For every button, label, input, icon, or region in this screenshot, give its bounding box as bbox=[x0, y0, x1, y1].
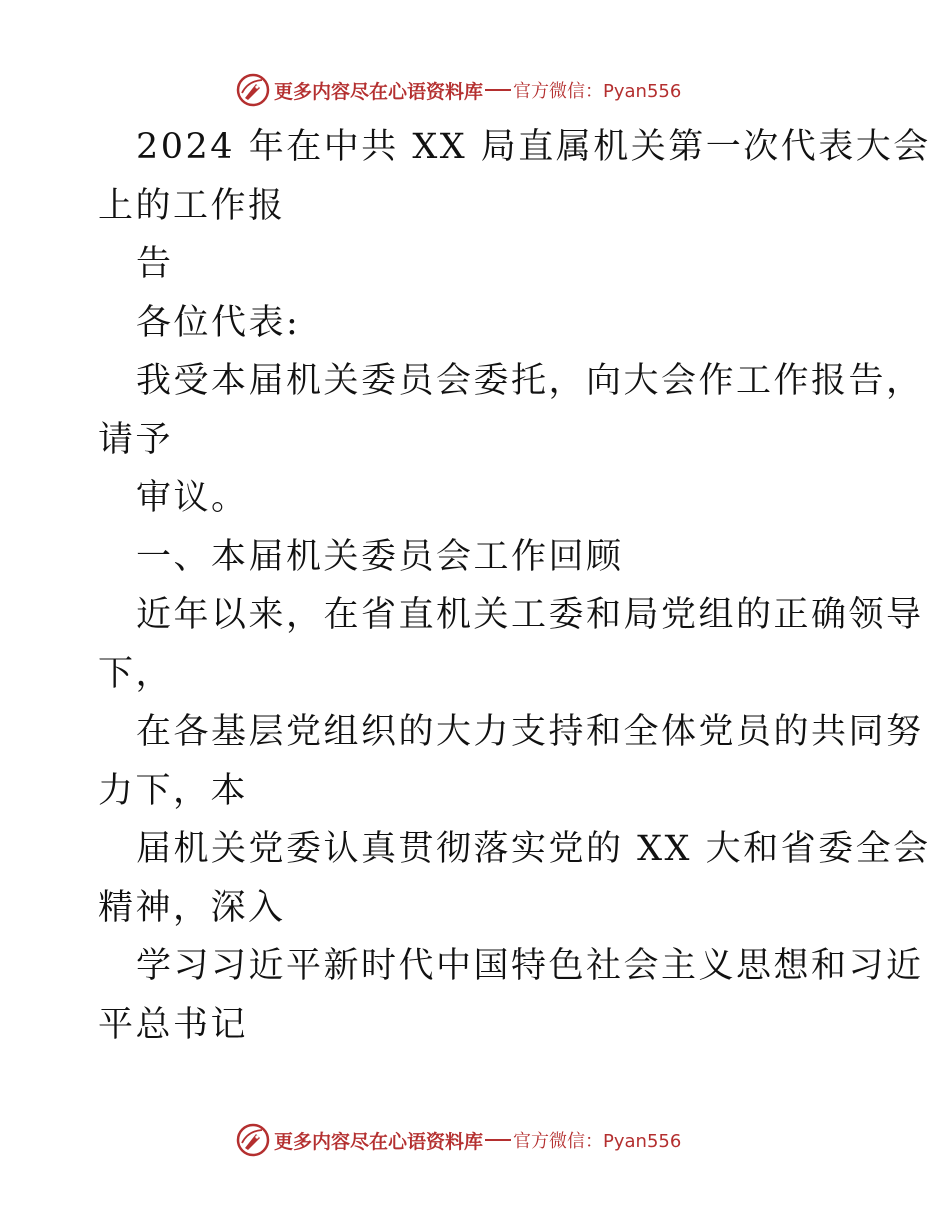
text-line: 我受本届机关委员会委托，向大会作工作报告， bbox=[136, 361, 924, 401]
text-line: 2024 年在中共 XX 局直属机关第一次代表大会 bbox=[136, 127, 931, 167]
text-line: 告 bbox=[136, 244, 174, 284]
watermark-dash bbox=[485, 1139, 511, 1141]
text-line: 届机关党委认真贯彻落实党的 XX 大和省委全会 bbox=[136, 829, 931, 869]
text-line: 一、本届机关委员会工作回顾 bbox=[136, 536, 624, 577]
text-line: 学习习近平新时代中国特色社会主义思想和习近 bbox=[136, 946, 924, 986]
text-line: 上的工作报 bbox=[98, 185, 286, 226]
footer-watermark bbox=[236, 1122, 681, 1158]
text-line: 精神，深入 bbox=[98, 887, 286, 928]
text-line: 请予 bbox=[98, 419, 174, 460]
watermark-brand: 更多内容尽在心语资料库 bbox=[274, 1130, 484, 1153]
header-watermark bbox=[236, 72, 681, 108]
watermark-dash bbox=[485, 89, 511, 91]
text-line: 在各基层党组织的大力支持和全体党员的共同努 bbox=[136, 712, 924, 752]
text-line: 力下，本 bbox=[98, 770, 249, 811]
pen-nib-logo-icon bbox=[236, 1123, 270, 1157]
text-line: 审议。 bbox=[136, 478, 249, 518]
text-line: 近年以来，在省直机关工委和局党组的正确领导 bbox=[136, 595, 924, 635]
watermark-contact: 官方微信：Pyan556 bbox=[513, 1131, 682, 1152]
text-line: 各位代表: bbox=[136, 302, 301, 343]
watermark-contact: 官方微信：Pyan556 bbox=[513, 81, 682, 102]
text-line: 平总书记 bbox=[98, 1004, 249, 1045]
text-line: 下， bbox=[98, 653, 174, 694]
watermark-brand: 更多内容尽在心语资料库 bbox=[274, 80, 484, 103]
document-body bbox=[98, 118, 931, 1054]
pen-nib-logo-icon bbox=[236, 73, 270, 107]
